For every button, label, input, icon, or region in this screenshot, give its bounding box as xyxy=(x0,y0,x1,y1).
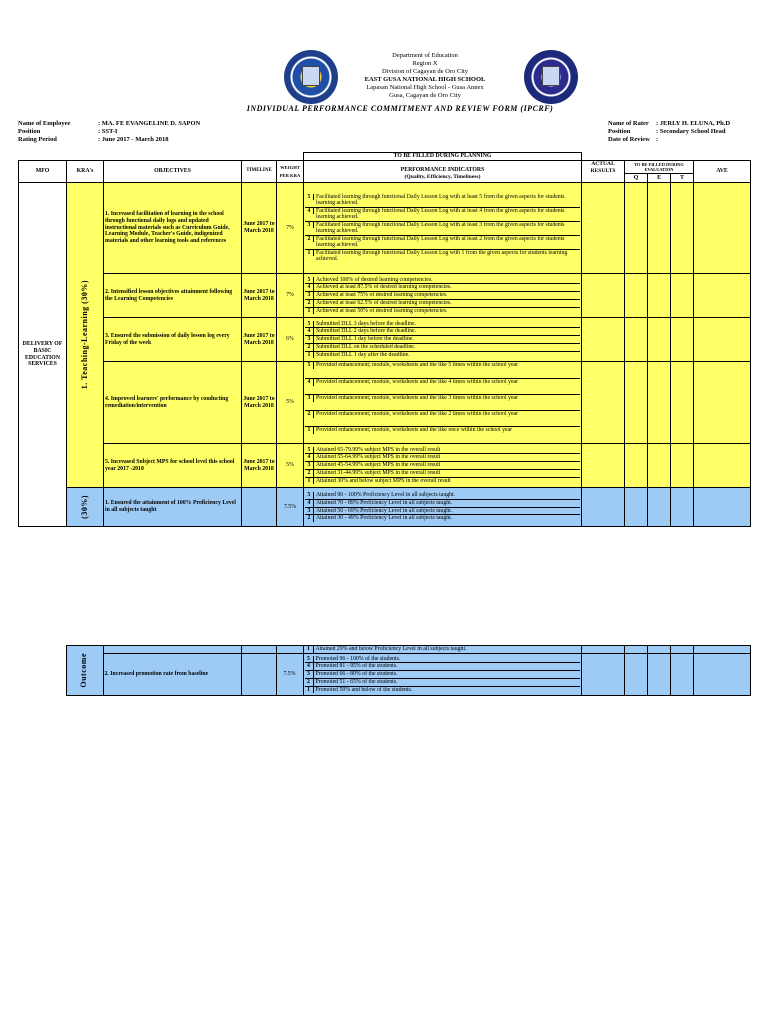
t-rating-cell[interactable] xyxy=(670,646,693,654)
indicator-text: Achieved at least 75% of desired learning competencies. xyxy=(316,292,448,299)
q-rating-cell[interactable] xyxy=(624,646,647,654)
rating-number: 3 xyxy=(305,336,314,343)
indicator-text: Provided enhancement; module, worksheets and the like 2 times within the school year xyxy=(316,411,519,417)
actual-results-cell[interactable] xyxy=(582,274,625,318)
indicator-text: Facilitated learning through functional Daily Lesson Log with at least 4 from the given aspects for students learning achieved. xyxy=(316,207,565,221)
school-name: EAST GUSA NATIONAL HIGH SCHOOL xyxy=(364,76,486,83)
kra-outcome xyxy=(66,646,103,696)
indicator-text: Provided enhancement; module, worksheets and the like 4 times within the school year xyxy=(316,379,519,385)
indicators-cell xyxy=(304,362,582,444)
t-rating-cell[interactable] xyxy=(671,183,694,274)
rater-position-value: : Secondary School Head xyxy=(656,128,726,135)
rating-number: 4 xyxy=(305,284,314,291)
indicator-text: Achieved at least 50% of desired learning competencies. xyxy=(316,307,448,314)
rating-number: 1 xyxy=(305,646,314,653)
actual-results-cell[interactable] xyxy=(582,362,625,444)
objective-cell: 2. Increased promotion rate from baseline xyxy=(103,654,241,696)
q-rating-cell[interactable] xyxy=(624,654,647,696)
indicator-text: Attained 45-54.99% subject MPS in the overall result xyxy=(316,462,441,469)
ave-rating-cell[interactable] xyxy=(694,274,751,318)
timeline-cell xyxy=(241,654,276,696)
indicator-text: Attained 30% and below subject MPS in the overall result xyxy=(316,477,451,484)
rating-number: 5 xyxy=(305,656,314,663)
ipcrf-table xyxy=(18,152,751,527)
e-rating-cell[interactable] xyxy=(647,654,670,696)
review-date-label: Date of Review xyxy=(608,136,650,143)
rating-number: 1 xyxy=(305,308,314,315)
rating-number: 4 xyxy=(305,500,314,507)
col-timeline: TIMELINE xyxy=(242,161,277,183)
rating-number: 5 xyxy=(305,277,314,284)
timeline-cell: June 2017 to March 2018 xyxy=(242,183,277,274)
employee-info xyxy=(18,120,318,144)
indicator-text: Facilitated learning through functional Daily Lesson Log with at least 5 from the given aspects for students learning achieved. xyxy=(316,193,565,207)
timeline-cell: June 2017 to March 2018 xyxy=(242,274,277,318)
e-rating-cell[interactable] xyxy=(648,362,671,444)
objective-cell xyxy=(103,646,241,654)
indicator-text: Attained 65-79.99% subject MPS in the overall result xyxy=(316,446,441,453)
col-actual-results: ACTUAL RESULTS xyxy=(582,161,625,183)
weight-cell: 6% xyxy=(277,318,304,362)
indicator-text: Achieved 100% of desired learning competencies. xyxy=(316,276,433,283)
document-header xyxy=(0,0,768,118)
mfo-cell: DELIVERY OF BASIC EDUCATION SERVICES xyxy=(19,183,67,527)
review-date-value: : xyxy=(656,136,659,143)
t-rating-cell[interactable] xyxy=(671,274,694,318)
indicator-text: Facilitated learning through functional Daily Lesson Log with at least 3 from the given aspects for students learning achieved. xyxy=(316,221,565,235)
rating-number: 3 xyxy=(305,508,314,515)
header-line: Region X xyxy=(412,60,438,67)
t-rating-cell[interactable] xyxy=(671,488,694,527)
t-rating-cell[interactable] xyxy=(670,654,693,696)
header-line: Department of Education xyxy=(392,52,458,59)
rating-number: 5 xyxy=(305,362,314,369)
rating-number: 5 xyxy=(305,321,314,328)
rater-name-label: Name of Rater xyxy=(608,120,649,127)
header-line: Division of Cagayan de Oro City xyxy=(381,68,469,75)
rater-info xyxy=(608,120,768,144)
rating-number: 1 xyxy=(305,352,314,359)
indicator-text: Facilitated learning through functional Daily Lesson Log with 1 from the given aspects for students learning achieved. xyxy=(316,249,568,263)
actual-results-cell[interactable] xyxy=(582,183,625,274)
rating-number: 4 xyxy=(305,454,314,461)
indicator-text: Attained 30 - 49% Proficiency Level in all subjects taught. xyxy=(316,515,453,522)
col-kras: KRA's xyxy=(67,161,104,183)
indicator-text: Facilitated learning through functional Daily Lesson Log with at least 2 from the given aspects for students learning achieved. xyxy=(316,235,565,249)
actual-results-cell[interactable] xyxy=(582,318,625,362)
indicators-cell xyxy=(304,318,582,362)
rating-number: 3 xyxy=(305,395,314,402)
planning-header: TO BE FILLED DURING PLANNING xyxy=(304,153,582,161)
employee-position-label: Position xyxy=(18,128,41,135)
indicator-text: Promoted 51 - 65% of the students. xyxy=(315,678,398,685)
indicators-cell xyxy=(303,654,581,696)
col-weight: WEIGHT PER KRA xyxy=(277,161,304,183)
rating-number: 2 xyxy=(305,300,314,307)
rating-number: 3 xyxy=(305,462,314,469)
rating-number: 5 xyxy=(305,492,314,499)
timeline-cell: June 2017 to March 2018 xyxy=(242,318,277,362)
timeline-cell: June 2017 to March 2018 xyxy=(242,362,277,444)
q-rating-cell[interactable] xyxy=(625,362,648,444)
rating-number: 5 xyxy=(305,447,314,454)
rating-number: 4 xyxy=(305,379,314,386)
ave-rating-cell[interactable] xyxy=(693,654,750,696)
actual-results-cell[interactable] xyxy=(581,654,624,696)
indicators-cell xyxy=(304,488,582,527)
e-rating-cell[interactable] xyxy=(647,646,670,654)
indicators-cell xyxy=(304,444,582,488)
weight-cell: 5% xyxy=(277,444,304,488)
kra-teaching-learning xyxy=(67,183,104,488)
indicator-text: Submitted DLL 1 day before the deadline. xyxy=(316,336,414,343)
rating-number: 5 xyxy=(305,194,314,201)
e-rating-cell[interactable] xyxy=(648,183,671,274)
e-rating-cell[interactable] xyxy=(648,318,671,362)
indicator-text: Attained 29% and below Proficiency Level in all subjects taught. xyxy=(315,646,467,653)
rating-number: 1 xyxy=(305,478,314,485)
indicators-cell xyxy=(304,274,582,318)
q-rating-cell[interactable] xyxy=(625,318,648,362)
indicator-text: Promoted 81 - 95% of the students. xyxy=(315,663,398,670)
indicator-text: Promoted 96 - 100% of the students. xyxy=(315,655,401,662)
objective-cell: 1. Increased facilitation of learning in the school through functional daily logs and updated instructional materials such as Curriculum Guide, Learning Module, Teacher's Guide, indigenized materials and other learning tools and references xyxy=(104,183,242,274)
indicator-text: Provided enhancement; module, worksheets and the like 3 times within the school year xyxy=(316,395,519,401)
ave-rating-cell[interactable] xyxy=(694,318,751,362)
rating-number: 2 xyxy=(305,344,314,351)
ave-rating-cell[interactable] xyxy=(694,183,751,274)
objective-cell: 2. Intensified lesson objectives attainment following the Learning Competencies xyxy=(104,274,242,318)
indicator-text: Attained 55-64.99% subject MPS in the overall result xyxy=(316,454,441,461)
indicator-text: Achieved at least 87.5% of desired learning competencies. xyxy=(316,284,452,291)
rating-number: 1 xyxy=(305,427,314,434)
rating-number: 1 xyxy=(305,687,314,694)
header-line: Gusa, Cagayan de Oro City xyxy=(389,92,461,99)
header-line: Lapasan National High School - Gusa Annex xyxy=(366,84,484,91)
q-rating-cell[interactable] xyxy=(625,183,648,274)
rating-number: 4 xyxy=(305,663,314,670)
actual-results-cell[interactable] xyxy=(582,488,625,527)
rating-number: 4 xyxy=(305,328,314,335)
rating-number: 4 xyxy=(305,208,314,215)
col-evaluation: TO BE FILLED DURING EVALUATION xyxy=(625,161,694,174)
objective-cell: 3. Ensured the submission of daily lesson log every Friday of the week xyxy=(104,318,242,362)
objective-cell: 4. Improved learners' performance by conducting remediation/intervention xyxy=(104,362,242,444)
col-mfo: MFO xyxy=(19,161,67,183)
col-pi-subtitle: (Quality, Efficiency, Timeliness) xyxy=(304,174,582,183)
indicators-cell xyxy=(304,183,582,274)
indicators-cell xyxy=(303,646,581,654)
ave-rating-cell[interactable] xyxy=(694,488,751,527)
indicator-text: Provided enhancement; module, worksheets and the like once within the school year xyxy=(316,427,513,433)
indicator-text: Submitted DLL 3 days before the deadline. xyxy=(316,320,417,327)
timeline-cell xyxy=(241,646,276,654)
indicator-text: Promoted 66 - 80% of the students. xyxy=(315,671,398,678)
rating-number: 2 xyxy=(305,236,314,243)
rating-number: 2 xyxy=(305,515,314,522)
col-ave: AVE xyxy=(694,161,751,183)
mfo-cell-continued xyxy=(18,646,66,696)
ave-rating-cell[interactable] xyxy=(694,362,751,444)
rating-period-value: : June 2017 - March 2018 xyxy=(98,136,169,143)
ave-rating-cell[interactable] xyxy=(694,444,751,488)
weight-cell: 7.5% xyxy=(276,654,303,696)
indicator-text: Achieved at least 62.5% of desired learning competencies. xyxy=(316,299,452,306)
indicator-text: Attained 90 - 100% Proficiency Level in all subjects taught. xyxy=(316,491,456,498)
weight-cell: 7.5% xyxy=(277,488,304,527)
rating-number: 2 xyxy=(305,679,314,686)
indicator-text: Promoted 50% and below of the students. xyxy=(315,686,413,693)
weight-cell: 7% xyxy=(277,183,304,274)
col-e: E xyxy=(648,174,671,183)
form-title: INDIVIDUAL PERFORMANCE COMMITMENT AND REVIEW FORM (IPCRF) xyxy=(246,104,554,113)
timeline-cell xyxy=(242,488,277,527)
objective-cell: 5. Increased Subject MPS for school level this school year 2017 -2018 xyxy=(104,444,242,488)
e-rating-cell[interactable] xyxy=(648,274,671,318)
indicator-text: Submitted DLL 2 days before the deadline. xyxy=(316,328,417,335)
e-rating-cell[interactable] xyxy=(648,444,671,488)
indicator-text: Submitted DLL on the scheduled deadline. xyxy=(316,343,416,350)
actual-results-cell[interactable] xyxy=(581,646,624,654)
weight-cell: 5% xyxy=(277,362,304,444)
col-objectives: OBJECTIVES xyxy=(104,161,242,183)
rating-period-label: Rating Period xyxy=(18,136,57,143)
indicator-text: Provided enhancement; module, worksheets and the like 5 times within the school year xyxy=(316,362,519,368)
col-t: T xyxy=(671,174,694,183)
kra-label: Outcome xyxy=(79,653,89,688)
actual-results-cell[interactable] xyxy=(582,444,625,488)
q-rating-cell[interactable] xyxy=(625,488,648,527)
col-performance-indicators: PERFORMANCE INDICATORS xyxy=(304,161,582,174)
employee-name-value: : MA. FE EVANGELINE D. SAPON xyxy=(98,120,201,127)
indicator-text: Attained 50 - 69% Proficiency Level in all subjects taught. xyxy=(316,507,453,514)
rater-name-value: : JERLY H. ELUNA, Ph.D xyxy=(656,120,731,127)
rating-number: 3 xyxy=(305,671,314,678)
kra-outcome-top xyxy=(67,488,104,527)
kra-label: (30%) xyxy=(79,495,89,519)
ave-rating-cell[interactable] xyxy=(693,646,750,654)
objective-cell: 1. Ensured the attainment of 100% Proficiency Level in all subjects taught xyxy=(104,488,242,527)
kra-label: 1. Teaching-Learning (30%) xyxy=(79,280,89,390)
q-rating-cell[interactable] xyxy=(625,274,648,318)
rating-number: 3 xyxy=(305,292,314,299)
t-rating-cell[interactable] xyxy=(671,362,694,444)
indicator-text: Attained 70 - 89% Proficiency Level in all subjects taught. xyxy=(316,499,453,506)
timeline-cell: June 2017 to March 2018 xyxy=(242,444,277,488)
rater-position-label: Position xyxy=(608,128,631,135)
rating-number: 2 xyxy=(305,470,314,477)
indicator-text: Submitted DLL 1 day after the deadline. xyxy=(316,351,410,358)
rating-number: 2 xyxy=(305,411,314,418)
employee-position-value: : SST-I xyxy=(98,128,118,135)
ipcrf-table-continued xyxy=(18,645,751,696)
t-rating-cell[interactable] xyxy=(671,444,694,488)
e-rating-cell[interactable] xyxy=(648,488,671,527)
indicator-text: Attained 31-44.99% subject MPS in the overall result xyxy=(316,469,441,476)
rating-number: 3 xyxy=(305,222,314,229)
employee-name-label: Name of Employee xyxy=(18,120,71,127)
q-rating-cell[interactable] xyxy=(625,444,648,488)
col-q: Q xyxy=(625,174,648,183)
weight-cell xyxy=(276,646,303,654)
t-rating-cell[interactable] xyxy=(671,318,694,362)
weight-cell: 7% xyxy=(277,274,304,318)
rating-number: 1 xyxy=(305,250,314,257)
